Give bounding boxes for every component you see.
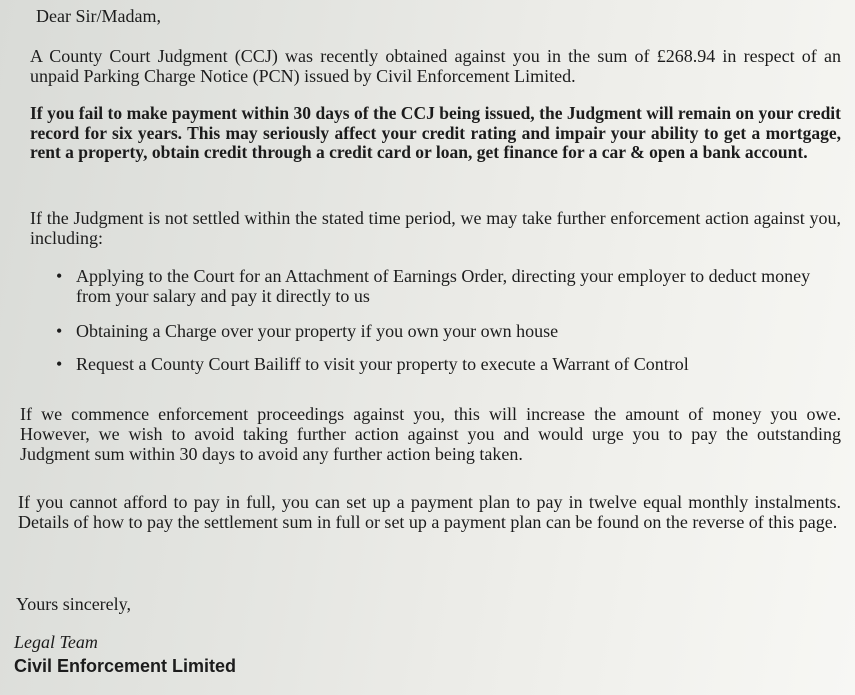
paragraph-avoid-action: If we commence enforcement proceedings against you, this will increase the amount of money you owe. However, we wish to avoid taking further action against you and would urge you to pay the outstanding Judgment sum within 30 days to avoid any further action being taken. [20,404,841,464]
paragraph-enforcement-intro: If the Judgment is not settled within the stated time period, we may take further enforcement action against you, including: [30,208,841,248]
salutation: Dear Sir/Madam, [36,6,161,26]
signature-company: Civil Enforcement Limited [14,656,237,676]
list-item [52,266,825,306]
signature-team: Legal Team [14,632,98,652]
list-item [52,354,825,374]
list-item [52,321,825,341]
list-item-text: Applying to the Court for an Attachment of Earnings Order, directing your employer to deduct money from your salary and pay it directly to us [76,266,811,306]
bullet-icon: • [56,354,63,374]
bullet-icon: • [56,266,63,286]
closing: Yours sincerely, [16,594,131,614]
list-item-text: Obtaining a Charge over your property if you own your own house [76,321,559,341]
enforcement-actions-list [52,266,825,374]
paragraph-ccj-notice: A County Court Judgment (CCJ) was recently obtained against you in the sum of £268.94 in respect of an unpaid Parking Charge Notice (PCN) issued by Civil Enforcement Limited. [30,46,841,86]
bullet-icon: • [56,321,63,341]
paragraph-credit-warning: If you fail to make payment within 30 days of the CCJ being issued, the Judgment will remain on your credit record for six years. This may seriously affect your credit rating and impair your ability to get a mortgage, rent a property, obtain credit through a credit card or loan, get finance for a car & open a bank account. [30,103,841,162]
list-item-text: Request a County Court Bailiff to visit your property to execute a Warrant of Control [76,354,689,374]
paragraph-payment-plan: If you cannot afford to pay in full, you can set up a payment plan to pay in twelve equal monthly instalments. Details of how to pay the settlement sum in full or set up a payment plan can be found on the reverse of this page. [18,492,841,532]
